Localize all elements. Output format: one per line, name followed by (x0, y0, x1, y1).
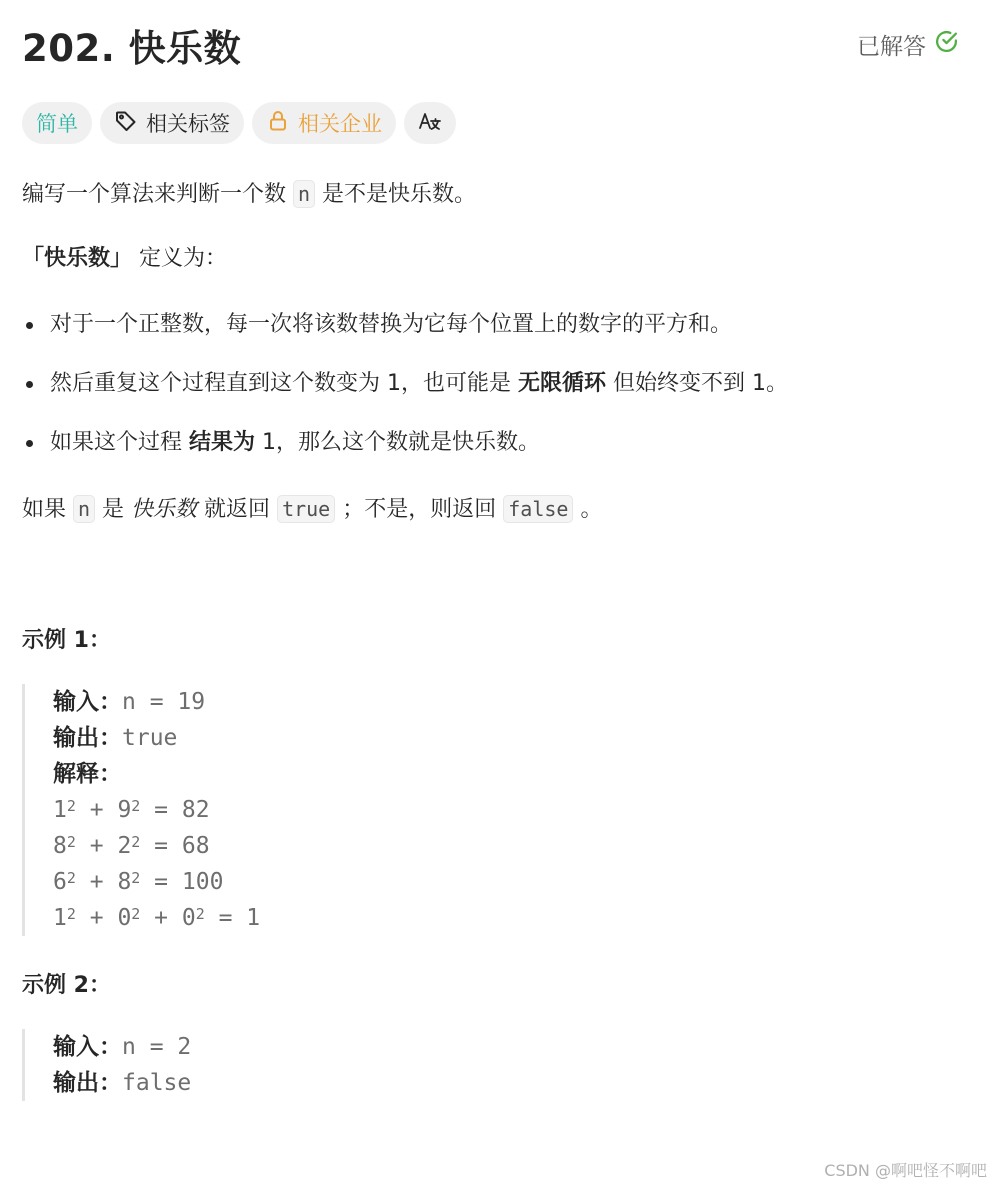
lock-icon (266, 109, 290, 138)
tag-bar (22, 102, 456, 144)
exponent: 2 (66, 905, 76, 923)
rule-item (22, 367, 972, 401)
rule-item (22, 426, 972, 460)
difficulty-tag[interactable] (22, 102, 92, 144)
related-topics-button[interactable] (100, 102, 244, 144)
return-text-4: ；不是，则返回 (335, 497, 504, 522)
output-value: true (122, 725, 178, 751)
explain-line (53, 864, 972, 900)
rule-2-bold: 无限循环 (518, 371, 607, 396)
result: = 68 (140, 833, 210, 859)
result: = 100 (140, 869, 224, 895)
digit: 6 (53, 869, 67, 895)
check-circle-icon (934, 29, 959, 60)
input-value: n = 2 (122, 1034, 192, 1060)
exponent: 2 (195, 905, 205, 923)
digit: 0 (117, 905, 132, 931)
operator: + (75, 833, 118, 859)
problem-title: 202. 快乐数 (22, 27, 242, 70)
example-2-title: 示例 2： (22, 973, 111, 998)
digit: 1 (53, 797, 67, 823)
output-label: 输出： (53, 1070, 122, 1096)
digit: 8 (53, 833, 67, 859)
inline-code-n: n (73, 495, 95, 523)
exponent: 2 (131, 905, 141, 923)
problem-description (22, 170, 972, 1101)
related-companies-button[interactable] (252, 102, 396, 144)
example-2-output (53, 1065, 972, 1101)
inline-code-true: true (277, 495, 335, 523)
exponent: 2 (66, 869, 76, 887)
rule-2-text-end: 但始终变不到 1。 (606, 371, 788, 396)
happy-number-italic: 快乐数 (131, 497, 198, 522)
explain-label: 解释： (53, 761, 122, 787)
input-label: 输入： (53, 1034, 122, 1060)
example-1-explain (53, 756, 972, 792)
input-value: n = 19 (122, 689, 206, 715)
exponent: 2 (66, 797, 76, 815)
operator: + (75, 905, 118, 931)
happy-number-term: 「快乐数」 (22, 246, 133, 271)
output-value: false (122, 1070, 192, 1096)
exponent: 2 (66, 833, 76, 851)
example-1-output (53, 720, 972, 756)
result: = 1 (204, 905, 261, 931)
digit: 8 (117, 869, 132, 895)
rules-list (22, 308, 972, 460)
solved-label: 已解答 (857, 34, 926, 60)
rule-3-text: 如果这个过程 (50, 430, 189, 455)
explain-line (53, 828, 972, 864)
rule-2-text: 然后重复这个过程直到这个数变为 1，也可能是 (50, 371, 518, 396)
example-1-block (22, 684, 972, 936)
digit: 1 (53, 905, 67, 931)
difficulty-label: 简单 (36, 112, 78, 136)
exponent: 2 (131, 869, 141, 887)
example-1-input (53, 684, 972, 720)
return-paragraph (22, 492, 972, 527)
intro-paragraph (22, 177, 972, 212)
watermark: CSDN @啊吧怪不啊吧 (824, 1161, 987, 1180)
definition-text: 定义为： (132, 246, 228, 271)
return-text-5: 。 (573, 497, 603, 522)
return-text-3: 就返回 (197, 497, 278, 522)
example-2-input (53, 1029, 972, 1065)
translate-icon (418, 109, 442, 138)
related-companies-label: 相关企业 (298, 112, 382, 136)
rule-1-text: 对于一个正整数，每一次将该数替换为它每个位置上的数字的平方和。 (50, 312, 733, 337)
rule-item (22, 308, 972, 342)
return-text-1: 如果 (22, 497, 73, 522)
digit: 0 (181, 905, 196, 931)
tag-icon (114, 109, 138, 138)
digit: 9 (117, 797, 132, 823)
exponent: 2 (131, 833, 141, 851)
inline-code-n: n (293, 180, 315, 208)
digit: 2 (117, 833, 132, 859)
operator: + (140, 905, 182, 931)
intro-text: 编写一个算法来判断一个数 (22, 182, 293, 207)
intro-text-end: 是不是快乐数。 (315, 182, 477, 207)
rule-3-bold: 结果为 (189, 430, 256, 455)
operator: + (75, 869, 118, 895)
example-2-block (22, 1029, 972, 1101)
operator: + (75, 797, 118, 823)
return-text-2: 是 (95, 497, 132, 522)
example-1-title: 示例 1： (22, 628, 111, 653)
explain-line (53, 900, 972, 936)
definition-heading (22, 242, 972, 276)
translate-button[interactable] (404, 102, 456, 144)
inline-code-false: false (503, 495, 573, 523)
output-label: 输出： (53, 725, 122, 751)
solved-status (857, 28, 959, 61)
input-label: 输入： (53, 689, 122, 715)
exponent: 2 (131, 797, 141, 815)
explain-line (53, 792, 972, 828)
rule-3-text-end: 1，那么这个数就是快乐数。 (255, 430, 541, 455)
related-topics-label: 相关标签 (146, 112, 230, 136)
result: = 82 (140, 797, 210, 823)
